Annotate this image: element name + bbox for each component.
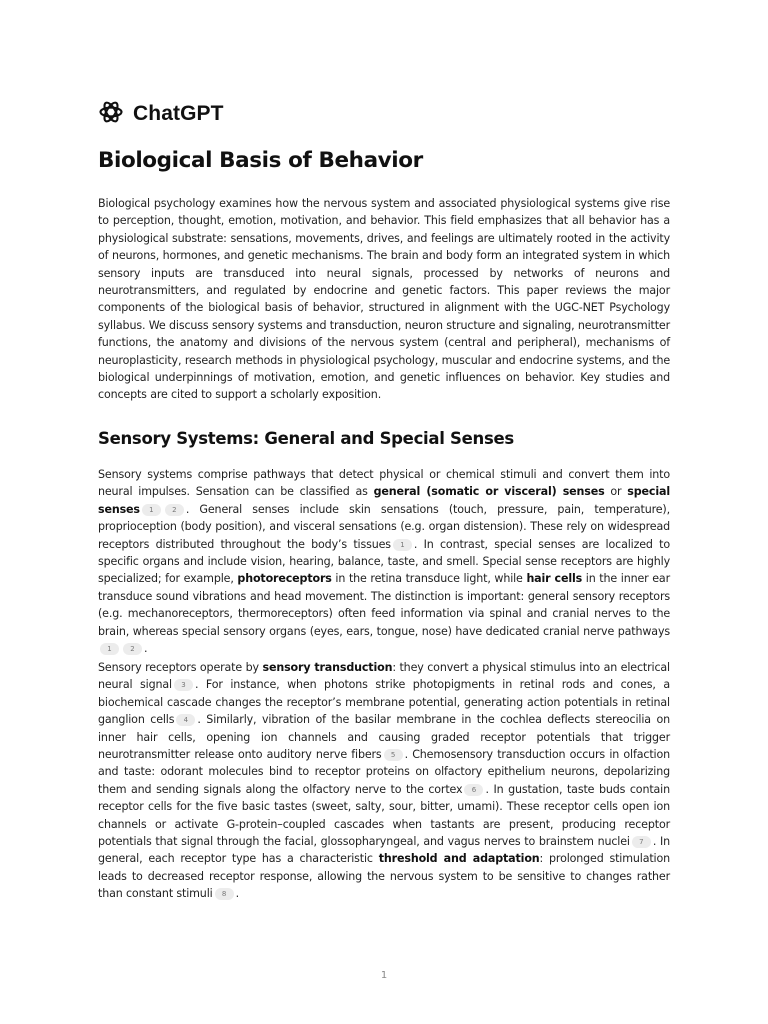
text-run: . bbox=[144, 642, 148, 656]
citation-badge[interactable]: 1 bbox=[393, 539, 412, 551]
brand-header bbox=[98, 100, 224, 128]
citation-badge[interactable]: 2 bbox=[123, 643, 142, 655]
citation-badge[interactable]: 5 bbox=[384, 749, 403, 761]
bold-term: hair cells bbox=[526, 572, 583, 586]
bold-term: special senses bbox=[98, 485, 670, 516]
intro-paragraph: Biological psychology examines how the nervous system and associated physiological systems give rise to perception, thought, emotion, motivation, and behavior. This field emphasizes that all behavior has a physiological substrate: sensations, movements, drives, and feelings are ultimately rooted in the activity of neurons, hormones, and genetic mechanisms. The brain and body form an integrated system in which sensory inputs are transduced into neural signals, processed by networks of neurons and neurotransmitters, and regulated by endocrine and genetic factors. This paper reviews the major components of the biological basis of behavior, structured in alignment with the UGC-NET Psychology syllabus. We discuss sensory systems and transduction, neuron structure and signaling, neurotransmitter functions, the anatomy and divisions of the nervous system (central and peripheral), mechanisms of neuroplasticity, research methods in physiological psychology, muscular and endocrine systems, and the biological underpinnings of motivation, emotion, and genetic influences on behavior. Key studies and concepts are cited to support a scholarly exposition. bbox=[98, 197, 670, 402]
document-title: Biological Basis of Behavior bbox=[98, 148, 423, 173]
sensory-paragraph-2 bbox=[98, 659, 670, 903]
bold-term: general (somatic or visceral) senses bbox=[373, 485, 605, 499]
text-run: . For instance, when photons strike photopigments in retinal rods and cones, a biochemical cascade changes the receptor’s membrane potential, generating action potentials in retinal ganglion cells bbox=[98, 678, 670, 727]
text-run: or bbox=[604, 485, 628, 499]
text-run: . General senses include skin sensations (touch, pressure, pain, temperature), proprioception (body position), and visceral sensations (e.g. organ distension). These rely on widespread receptors distributed throughout the body’s tissues bbox=[98, 502, 670, 551]
bold-term: photoreceptors bbox=[237, 572, 332, 586]
citation-badge[interactable]: 3 bbox=[174, 679, 193, 691]
text-run: . In contrast, special senses are localized to specific organs and include vision, hearing, balance, taste, and smell. Special sense receptors are highly specialized; for example, bbox=[98, 537, 671, 586]
text-run: : prolonged stimulation leads to decreased receptor response, allowing the nervous system to be sensitive to changes rather than constant stimuli bbox=[98, 852, 671, 901]
citation-badge[interactable]: 1 bbox=[142, 504, 161, 516]
sensory-paragraph-1 bbox=[98, 466, 670, 657]
openai-logo-icon bbox=[98, 99, 124, 129]
text-run: . Similarly, vibration of the basilar membrane in the cochlea deflects stereocilia on inner hair cells, opening ion channels and causing graded receptor potentials that trigger neurotransmitter release onto auditory nerve fibers bbox=[98, 713, 670, 762]
section-heading: Sensory Systems: General and Special Senses bbox=[98, 429, 514, 448]
text-run: . Chemosensory transduction occurs in olfaction and taste: odorant molecules bind to receptor proteins on olfactory epithelium neurons, depolarizing them and sending signals along the olfactory nerve to the cortex bbox=[98, 748, 670, 796]
brand-name: ChatGPT bbox=[133, 102, 224, 125]
text-run: Sensory systems comprise pathways that detect physical or chemical stimuli and convert them into neural impulses. Sensation can be classified as bbox=[98, 468, 670, 499]
citation-badge[interactable]: 2 bbox=[165, 504, 184, 516]
text-run: . In gustation, taste buds contain receptor cells for the five basic tastes (sweet, salty, sour, bitter, umami). These receptor cells open ion channels or activate G-protein–coupled cascades when tastants are present, producing receptor potentials that signal through the facial, glossopharyngeal, and vagus nerves to brainstem nuclei bbox=[98, 782, 670, 849]
text-run: Sensory receptors operate by bbox=[98, 661, 263, 674]
text-run: : they convert a physical stimulus into an electrical neural signal bbox=[98, 661, 670, 692]
text-run: . bbox=[235, 887, 239, 901]
text-run: in the inner ear transduce sound vibrations and head movement. The distinction is important: general sensory receptors (e.g. mechanoreceptors, thermoreceptors) often feed information via spinal and cranial nerves to the brain, whereas special sensory organs (eyes, ears, tongue, nose) have dedicated cranial nerve pathways bbox=[98, 572, 670, 638]
citation-badge[interactable]: 6 bbox=[464, 784, 483, 796]
citation-badge[interactable]: 1 bbox=[100, 643, 119, 655]
text-run: . In general, each receptor type has a characteristic bbox=[98, 835, 670, 866]
bold-term: threshold and adaptation bbox=[378, 852, 540, 866]
text-run: in the retina transduce light, while bbox=[331, 572, 527, 586]
citation-badge[interactable]: 7 bbox=[632, 836, 651, 848]
page-number: 1 bbox=[380, 970, 388, 981]
citation-badge[interactable]: 4 bbox=[176, 714, 195, 726]
bold-term: sensory transduction bbox=[262, 661, 393, 674]
citation-badge[interactable]: 8 bbox=[215, 888, 234, 900]
